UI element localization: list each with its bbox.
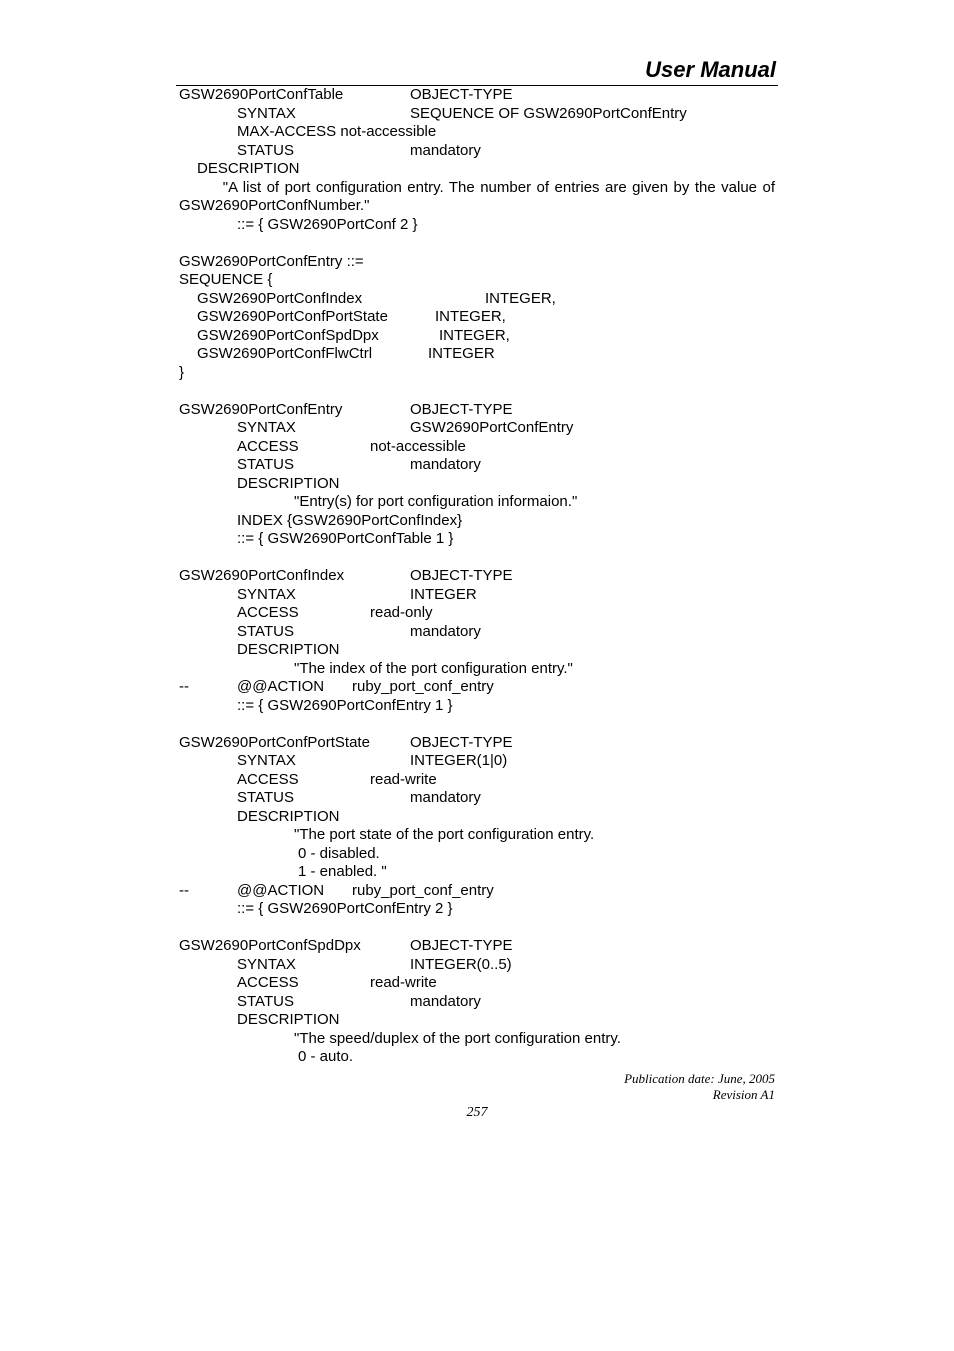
document-title: User Manual: [645, 57, 776, 82]
text-segment: "Entry(s) for port configuration informaion.": [294, 493, 578, 510]
text-segment: ruby_port_conf_entry: [352, 678, 494, 695]
text-segment: GSW2690PortConfPortState: [179, 733, 370, 751]
text-line: [179, 364, 779, 383]
text-segment: DESCRIPTION: [237, 1011, 340, 1028]
text-segment: STATUS: [237, 789, 294, 806]
text-line: [179, 808, 779, 827]
text-segment: SYNTAX: [237, 104, 296, 122]
text-segment: }: [179, 363, 185, 381]
text-segment: mandatory: [410, 622, 481, 640]
text-line: [179, 512, 779, 531]
text-line: [179, 493, 779, 512]
text-line: [179, 419, 779, 438]
text-segment: GSW2690PortConfTable: [179, 86, 344, 103]
text-segment: INTEGER,: [435, 308, 506, 325]
text-segment: read-write: [370, 770, 437, 788]
text-segment: 0 - disabled.: [298, 844, 380, 862]
text-segment: OBJECT-TYPE: [410, 567, 513, 584]
publication-info: [624, 1071, 775, 1103]
text-segment: GSW2690PortConfIndex: [197, 289, 363, 307]
blank-line: [179, 549, 779, 568]
text-line: [179, 697, 779, 716]
blank-line: [179, 715, 779, 734]
text-segment: STATUS: [237, 141, 294, 159]
text-segment: SEQUENCE OF GSW2690PortConfEntry: [410, 104, 687, 122]
text-line: [179, 771, 779, 790]
text-line: [179, 993, 779, 1012]
text-line: [179, 1030, 779, 1049]
text-segment: @@ACTION: [237, 881, 325, 899]
text-line: [179, 438, 779, 457]
text-segment: STATUS: [237, 622, 294, 640]
text-segment: ::= { GSW2690PortConfTable 1 }: [237, 530, 454, 547]
text-line: [179, 789, 779, 808]
text-segment: MAX-ACCESS not-accessible: [237, 123, 437, 140]
text-line: [179, 86, 779, 105]
text-segment: STATUS: [237, 456, 294, 473]
text-segment: mandatory: [410, 789, 481, 806]
text-segment: OBJECT-TYPE: [410, 86, 513, 103]
text-line: [179, 826, 779, 845]
text-line: [179, 882, 779, 901]
text-segment: ACCESS: [237, 437, 299, 455]
blank-line: [179, 919, 779, 938]
text-segment: read-only: [370, 604, 433, 621]
text-segment: mandatory: [410, 141, 481, 159]
text-segment: DESCRIPTION: [197, 160, 300, 177]
text-line: [179, 290, 779, 309]
text-line: [179, 956, 779, 975]
text-segment: read-write: [370, 974, 437, 991]
text-segment: GSW2690PortConfSpdDpx: [179, 937, 361, 954]
text-segment: STATUS: [237, 992, 294, 1010]
text-line: [179, 752, 779, 771]
text-line: [179, 1048, 779, 1067]
text-segment: INTEGER,: [485, 289, 556, 307]
text-segment: ::= { GSW2690PortConf 2 }: [237, 215, 418, 233]
text-line: [179, 678, 779, 697]
text-line: [179, 845, 779, 864]
text-line: [179, 105, 779, 124]
text-segment: INTEGER: [428, 345, 495, 362]
text-line: [179, 271, 779, 290]
text-segment: OBJECT-TYPE: [410, 400, 513, 418]
text-line: [179, 604, 779, 623]
text-segment: ::= { GSW2690PortConfEntry 1 }: [237, 696, 453, 714]
text-segment: SYNTAX: [237, 419, 296, 436]
text-line: [179, 623, 779, 642]
text-line: [179, 900, 779, 919]
text-segment: 1 - enabled. ": [298, 863, 387, 880]
text-segment: GSW2690PortConfEntry: [410, 419, 574, 436]
text-segment: "The speed/duplex of the port configuration entry.: [294, 1029, 621, 1047]
text-line: [179, 456, 779, 475]
text-segment: GSW2690PortConfIndex: [179, 567, 345, 584]
blank-line: [179, 382, 779, 401]
mib-definition-text: [179, 86, 779, 1067]
text-segment: ACCESS: [237, 604, 299, 621]
revision-label: Revision A1: [712, 1087, 775, 1102]
text-segment: DESCRIPTION: [237, 474, 340, 492]
text-segment: SYNTAX: [237, 955, 296, 973]
text-segment: ACCESS: [237, 770, 299, 788]
text-segment: SYNTAX: [237, 585, 296, 603]
text-line: [179, 734, 779, 753]
text-line: [179, 1011, 779, 1030]
text-line: [179, 863, 779, 882]
text-segment: INTEGER(1|0): [410, 752, 508, 769]
text-segment: --: [179, 678, 189, 695]
text-segment: SYNTAX: [237, 752, 296, 769]
text-line: [179, 253, 779, 272]
text-segment: INDEX {GSW2690PortConfIndex}: [237, 511, 463, 529]
text-line: [179, 142, 779, 161]
text-line: [179, 475, 779, 494]
text-segment: --: [179, 881, 189, 899]
text-segment: ruby_port_conf_entry: [352, 881, 494, 899]
text-segment: DESCRIPTION: [237, 807, 340, 825]
text-line: [179, 345, 779, 364]
text-segment: INTEGER: [410, 585, 477, 603]
text-line: [179, 160, 779, 179]
text-segment: not-accessible: [370, 437, 466, 455]
text-segment: "The index of the port configuration entry.": [294, 659, 573, 677]
text-segment: ACCESS: [237, 974, 299, 991]
text-segment: 0 - auto.: [298, 1048, 354, 1065]
text-line: [179, 586, 779, 605]
text-segment: OBJECT-TYPE: [410, 937, 513, 954]
text-line: [179, 401, 779, 420]
text-segment: mandatory: [410, 456, 481, 473]
text-segment: GSW2690PortConfPortState: [197, 308, 388, 325]
text-segment: @@ACTION: [237, 678, 325, 695]
publication-date: Publication date: June, 2005: [624, 1071, 775, 1086]
text-segment: "The port state of the port configuration entry.: [294, 826, 595, 843]
text-line: [179, 123, 779, 142]
text-segment: INTEGER(0..5): [410, 955, 512, 973]
text-line: [179, 641, 779, 660]
page-number: 257: [466, 1105, 488, 1120]
text-segment: GSW2690PortConfSpdDpx: [197, 326, 379, 344]
text-segment: mandatory: [410, 992, 481, 1010]
text-line: [179, 937, 779, 956]
description-paragraph: "A list of port configuration entry. The number of entries are given by the value of GSW2690PortConfNumber.": [179, 178, 775, 214]
text-segment: DESCRIPTION: [237, 641, 340, 658]
text-segment: INTEGER,: [439, 326, 510, 344]
text-segment: GSW2690PortConfEntry: [179, 400, 343, 418]
text-line: [179, 974, 779, 993]
text-segment: GSW2690PortConfFlwCtrl: [197, 345, 373, 362]
text-line: [179, 327, 779, 346]
text-segment: OBJECT-TYPE: [410, 733, 513, 751]
text-line: [179, 216, 779, 235]
text-line: [179, 567, 779, 586]
text-segment: ::= { GSW2690PortConfEntry 2 }: [237, 900, 453, 917]
text-line: [179, 308, 779, 327]
text-segment: SEQUENCE {: [179, 271, 273, 288]
text-line: [179, 660, 779, 679]
blank-line: [179, 234, 779, 253]
text-line: [179, 530, 779, 549]
text-segment: GSW2690PortConfEntry ::=: [179, 252, 364, 270]
